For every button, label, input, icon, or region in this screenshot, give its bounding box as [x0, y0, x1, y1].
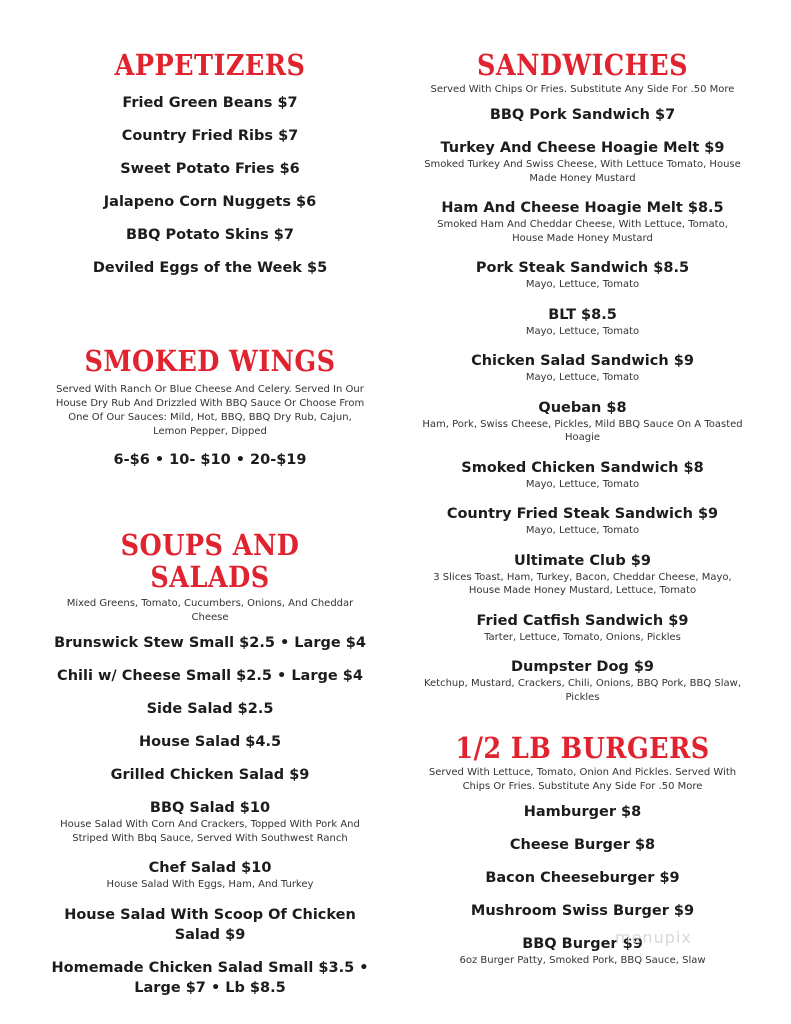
menu-item — [50, 225, 370, 245]
menu-item — [420, 398, 745, 445]
menu-item-name: Brunswick Stew Small $2.5 • Large $4 — [54, 635, 366, 651]
menu-item-description: Ketchup, Mustard, Crackers, Chili, Onions, BBQ Pork, BBQ Slaw, Pickles — [423, 678, 742, 703]
menu-item — [420, 934, 745, 968]
menu-item — [50, 765, 370, 785]
burgers-list — [420, 802, 745, 968]
menu-item-description: 6oz Burger Patty, Smoked Pork, BBQ Sauce, Slaw — [459, 955, 706, 966]
menu-item-name: Mushroom Swiss Burger $9 — [470, 903, 695, 919]
menu-item-name: Fried Catfish Sandwich $9 — [476, 612, 689, 629]
sandwiches-section — [420, 49, 745, 704]
menu-item-description: Ham, Pork, Swiss Cheese, Pickles, Mild BBQ Sauce On A Toasted Hoagie — [422, 418, 743, 443]
appetizers-heading: APPETIZERS — [114, 48, 306, 82]
menu-item-name: Sweet Potato Fries $6 — [120, 161, 300, 177]
soups-salads-section — [50, 529, 370, 998]
menu-item — [420, 305, 745, 339]
menu-item-name: House Salad $4.5 — [138, 734, 282, 750]
menu-item — [50, 93, 370, 113]
watermark-logo: menupix — [615, 928, 692, 947]
menu-item-name: BBQ Pork Sandwich $7 — [489, 107, 676, 123]
menu-item — [420, 901, 745, 921]
menu-item — [50, 666, 370, 686]
menu-item — [50, 126, 370, 146]
sandwiches-heading: SANDWICHES — [476, 48, 688, 82]
menu-item — [420, 657, 745, 704]
menu-item-description: House Salad With Eggs, Ham, And Turkey — [106, 879, 314, 890]
menu-item-description: House Salad With Corn And Crackers, Topped With Pork And Striped With Bbq Sauce, Served With Southwest Ranch — [60, 819, 360, 844]
menu-item-name: Fried Green Beans $7 — [122, 95, 298, 111]
menu-item-name: BBQ Salad $10 — [149, 800, 271, 816]
menu-item-name: BLT $8.5 — [548, 306, 617, 323]
menu-item-name: Country Fried Steak Sandwich $9 — [446, 506, 719, 522]
menu-item — [50, 192, 370, 212]
menu-item — [50, 858, 370, 892]
menu-item-name: Cheese Burger $8 — [509, 837, 656, 853]
menu-item — [420, 258, 745, 292]
menu-item-description: Mayo, Lettuce, Tomato — [525, 478, 640, 490]
appetizers-section — [50, 49, 370, 278]
menu-item-name: Pork Steak Sandwich $8.5 — [475, 260, 690, 276]
menu-item-name: BBQ Burger $9 — [522, 936, 643, 952]
burgers-heading: 1/2 LB BURGERS — [455, 731, 710, 765]
menu-item-name: Grilled Chicken Salad $9 — [110, 767, 310, 783]
wings-heading: SMOKED WINGS — [84, 344, 336, 378]
menu-item — [420, 504, 745, 538]
menu-item — [420, 138, 745, 185]
soups-salads-description: Mixed Greens, Tomato, Cucumbers, Onions, And Cheddar Cheese — [66, 598, 354, 623]
wings-prices: 6-$6 • 10- $10 • 20-$19 — [113, 452, 307, 468]
menu-item-description: Mayo, Lettuce, Tomato — [525, 525, 640, 536]
menu-item — [50, 159, 370, 179]
menu-item-name: Smoked Chicken Sandwich $8 — [461, 459, 704, 476]
menu-item-description: Mayo, Lettuce, Tomato — [525, 372, 640, 383]
menu-item-name: Bacon Cheeseburger $9 — [485, 870, 680, 886]
menu-item-name: Hamburger $8 — [523, 804, 642, 820]
menu-item — [50, 258, 370, 278]
menu-item-name: Chili w/ Cheese Small $2.5 • Large $4 — [57, 668, 363, 684]
menu-item-name: BBQ Potato Skins $7 — [126, 227, 294, 243]
menu-item-name: Chicken Salad Sandwich $9 — [471, 353, 694, 369]
menu-item-name: Ham And Cheese Hoagie Melt $8.5 — [441, 200, 724, 216]
menu-item-description: Smoked Turkey And Swiss Cheese, With Lettuce Tomato, House Made Honey Mustard — [424, 159, 741, 184]
menu-item — [50, 798, 370, 845]
menu-item-name: Deviled Eggs of the Week $5 — [92, 260, 328, 276]
menu-item-description: Tarter, Lettuce, Tomato, Onions, Pickles — [484, 631, 681, 643]
burgers-section — [420, 732, 745, 968]
menu-item-name: Queban $8 — [538, 399, 627, 416]
sandwiches-list — [420, 105, 745, 704]
menu-item — [50, 732, 370, 752]
menu-item — [50, 905, 370, 945]
menu-item — [420, 802, 745, 822]
menu-item-name: Turkey And Cheese Hoagie Melt $9 — [440, 140, 725, 156]
menu-item-description: Smoked Ham And Cheddar Cheese, With Lettuce, Tomato, House Made Honey Mustard — [437, 219, 728, 244]
appetizers-list — [50, 93, 370, 278]
menu-item — [420, 198, 745, 245]
menu-item — [420, 458, 745, 492]
menu-item-description: Mayo, Lettuce, Tomato — [525, 325, 640, 337]
menu-item-name: Homemade Chicken Salad Small $3.5 • Large $7 • Lb $8.5 — [51, 959, 369, 996]
menu-item-name: Side Salad $2.5 — [146, 701, 274, 717]
menu-item — [420, 868, 745, 888]
menu-item — [50, 699, 370, 719]
menu-item — [420, 551, 745, 598]
menu-item-name: Ultimate Club $9 — [514, 552, 651, 569]
menu-item — [420, 835, 745, 855]
burgers-description: Served With Lettuce, Tomato, Onion And Pickles. Served With Chips Or Fries. Substitute Any Side For .50 More — [428, 767, 737, 792]
menu-item-description: Mayo, Lettuce, Tomato — [525, 279, 640, 290]
menu-item-name: Jalapeno Corn Nuggets $6 — [103, 194, 317, 210]
menu-item-name: House Salad With Scoop Of Chicken Salad $9 — [64, 906, 356, 943]
menu-item-description: 3 Slices Toast, Ham, Turkey, Bacon, Cheddar Cheese, Mayo, House Made Honey Mustard, Lettuce, Tomato — [433, 571, 732, 596]
soups-salads-heading: SOUPS AND SALADS — [120, 528, 300, 594]
menu-item-name: Country Fried Ribs $7 — [121, 128, 299, 144]
menu-item — [50, 633, 370, 653]
menu-item — [50, 958, 370, 998]
wings-section — [50, 345, 370, 468]
menu-item-name: Dumpster Dog $9 — [510, 659, 655, 675]
menu-item — [420, 611, 745, 645]
menu-item-name: Chef Salad $10 — [148, 860, 272, 876]
menu-item — [420, 105, 745, 125]
soups-salads-list — [50, 633, 370, 998]
menu-item — [420, 351, 745, 385]
sandwiches-description: Served With Chips Or Fries. Substitute Any Side For .50 More — [430, 84, 735, 95]
wings-description: Served With Ranch Or Blue Cheese And Celery. Served In Our House Dry Rub And Drizzled With BBQ Sauce Or Choose From One Of Our Sauces: Mild, Hot, BBQ, BBQ Dry Rub, Cajun, Lemon Pepper, Dipped — [55, 384, 365, 437]
